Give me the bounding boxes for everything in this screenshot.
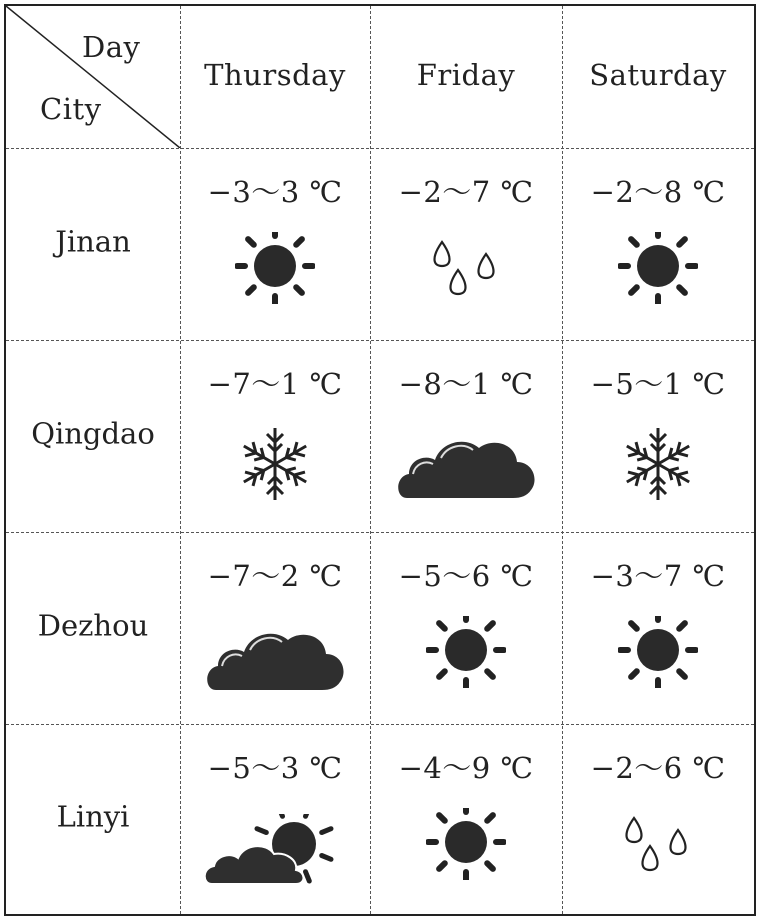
day-header-cell [562,6,754,148]
sun-icon [426,808,506,880]
city-name-qingdao: Qingdao [31,416,155,451]
day-header-saturday: Saturday [589,58,727,92]
forecast-cell [562,724,754,914]
temperature-range: −2～7 ℃ [398,175,534,209]
temperature-range: −5～6 ℃ [398,559,534,593]
day-header-cell [370,6,562,148]
temperature-range: −8～1 ℃ [398,367,534,401]
forecast-cell [370,148,562,340]
corner-city-label: City [40,92,102,126]
forecast-cell [180,724,370,914]
corner-day-label: Day [82,30,141,64]
temperature-range: −4～9 ℃ [398,751,534,785]
temperature-range: −2～8 ℃ [590,175,726,209]
forecast-cell [180,532,370,724]
sun-icon [235,232,315,304]
city-cell [6,724,180,914]
forecast-cell [370,724,562,914]
city-cell [6,340,180,532]
snow-icon [235,428,315,500]
sun-icon [618,616,698,688]
temperature-range: −3～7 ℃ [590,559,726,593]
cloud-icon [393,434,539,502]
forecast-cell [562,532,754,724]
corner-diagonal [6,6,180,148]
header-corner-cell [6,6,180,148]
city-name-dezhou: Dezhou [37,608,149,643]
sun-icon [426,616,506,688]
temperature-range: −2～6 ℃ [590,751,726,785]
weather-table [4,4,756,916]
temperature-range: −5～3 ℃ [207,751,343,785]
rain-icon [618,810,698,882]
city-cell [6,148,180,340]
sun-icon [618,232,698,304]
forecast-cell [370,532,562,724]
rain-icon [426,234,506,306]
forecast-cell [562,148,754,340]
snow-icon [618,428,698,500]
forecast-cell [370,340,562,532]
day-header-friday: Friday [416,58,516,92]
day-header-cell [180,6,370,148]
temperature-range: −5～1 ℃ [590,367,726,401]
forecast-cell [562,340,754,532]
forecast-cell [180,340,370,532]
table-grid [6,6,754,914]
city-cell [6,532,180,724]
cloud-icon [202,626,348,694]
temperature-range: −7～1 ℃ [207,367,343,401]
partly-cloudy-icon [202,814,348,886]
temperature-range: −3～3 ℃ [207,175,343,209]
forecast-cell [180,148,370,340]
city-name-linyi: Linyi [56,799,130,834]
city-name-jinan: Jinan [55,224,131,259]
day-header-thursday: Thursday [204,58,346,92]
temperature-range: −7～2 ℃ [207,559,343,593]
